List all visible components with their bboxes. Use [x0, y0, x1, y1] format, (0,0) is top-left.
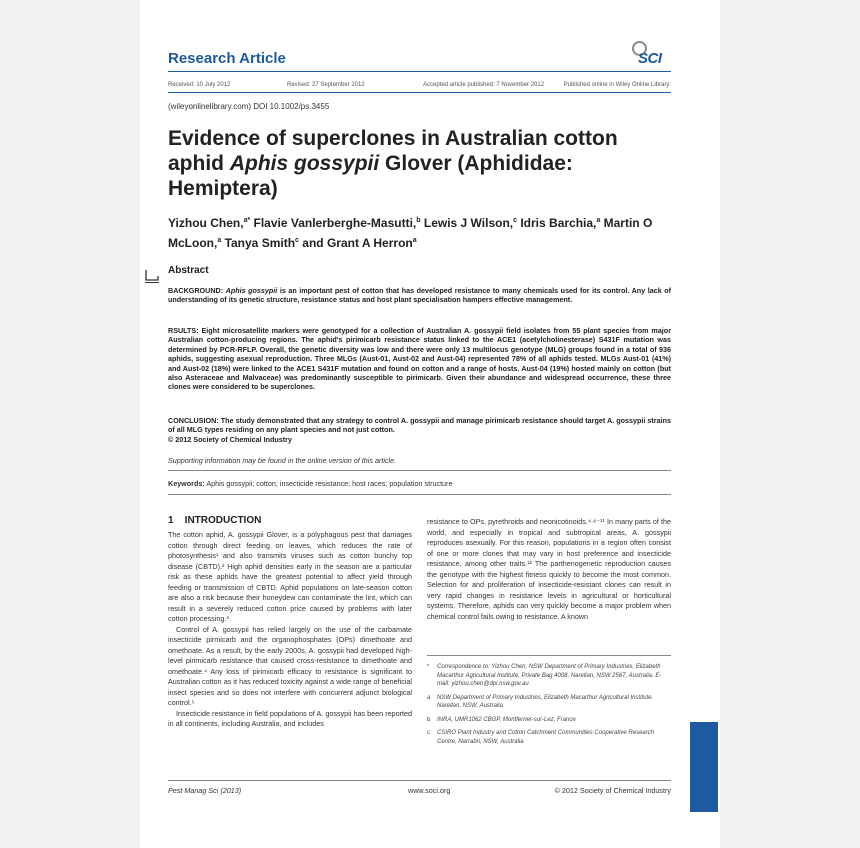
- footer-copyright: © 2012 Society of Chemical Industry: [554, 786, 671, 795]
- author-affiliation-mark: b: [416, 217, 421, 224]
- article-page: [140, 0, 720, 848]
- footer-rule: [168, 780, 671, 781]
- published-date: Published online in Wiley Online Library:: [563, 82, 671, 88]
- footnote: [427, 716, 671, 725]
- abstract-results: RSULTS: Eight microsatellite markers were genotyped for a collection of Australian A. gossypii field isolates from 55 plant species from major Australian cotton-producing regions. The aphid's pirimicarb resistance status linked to the ACE1 (acetylcholinesterase) S431F mutation was determined by PCR-RFLP. Overall, the genetic diversity was low and there were only 13 multilocus genotype (MLG) groups found in a total of 936 aphids, suggesting asexual reproduction. Three MLGs (Aust-01, Aust-02 and Aust-04) represented 78% of all aphids tested. MLGs Aust-01 (41%) and Aust-02 (18%) were linked to the ACE1 S431F mutation and found on cotton and a range of hosts. Aust-04 (19%) hosted mainly on cotton (but also Asteraceae and Malvaceae) was predominantly susceptible to pirimicarb. Given their abundance and widespread occurrence, these three clones were considered to be superclones.: [168, 326, 671, 392]
- author-affiliation-mark: c: [513, 217, 518, 224]
- side-tab: [690, 722, 718, 812]
- author-affiliation-mark: a: [217, 237, 222, 244]
- abstract-background: BACKGROUND: Aphis gossypii is an important pest of cotton that has developed resistance to many chemicals used for its control. Any lack of understanding of its genetic structure, resistance status and host plant specialisation hampers effective management.: [168, 286, 672, 305]
- abstract-copyright: © 2012 Society of Chemical Industry: [168, 434, 292, 444]
- header-rule: [168, 71, 671, 72]
- intro-paragraph: resistance to OPs, pyrethroids and neonicotinoids.⁴·⁶⁻¹¹ In many parts of the world, and especially in tropical and subtropical areas, A. gossypii reproduces asexually. For this reason, populations in a region often consist of one or more clones that may vary in host preference and insecticide resistance, among other traits.¹² The parthenogenetic reproduction causes the genotype with the highest fitness quickly to become the most common. Selection for and proliferation of insecticide-resistant clones can result in very rapid changes in resistance levels in agricultural or horticultural systems. Therefore, aphids can very quickly become a major problem when chemical control fails owing to resistance. A known: [427, 517, 671, 621]
- author-affiliation-mark: a: [596, 217, 601, 224]
- author-name: and Grant A Herron: [298, 236, 413, 250]
- footnote-text: CSIRO Plant Industry and Cotton Catchment Communities Cooperative Research Centre, Narrabri, NSW, Australia: [437, 730, 655, 745]
- author-list: [168, 212, 658, 252]
- journal-url[interactable]: www.soci.org: [408, 786, 451, 795]
- sci-logo: [630, 40, 672, 68]
- supporting-info-note: Supporting information may be found in the online version of this article.: [168, 456, 397, 465]
- footnote: [427, 663, 671, 689]
- footnote: [427, 694, 671, 711]
- footnote-mark: b: [427, 716, 431, 723]
- footnote-mark: c: [427, 730, 430, 736]
- keywords: Keywords: Aphis gossypii; cotton; insecticide resistance; host races; population structure: [168, 479, 453, 488]
- footnote-text: INRA, UMR1062 CBGP, Montferrier-sur-Lez, France: [437, 716, 576, 723]
- accepted-date: Accepted article published: 7 November 2012: [423, 82, 545, 88]
- footnote-text: Correspondence to: Yizhou Chen, NSW Department of Primary Industries, Elizabeth Macarthur Agricultural Institute, Private Bag 4008, Narellan, NSW 2567, Australia. E-mail: yizhou.chen@dpi.nsw.gov.au: [437, 664, 662, 687]
- intro-left-column: [168, 530, 412, 730]
- footnote-rule: [427, 655, 671, 656]
- introduction-heading: 1 INTRODUCTION: [168, 515, 262, 526]
- article-title: Evidence of superclones in Australian cotton aphid Aphis gossypii Glover (Aphididae: Hemiptera): [168, 127, 618, 200]
- abstract-conclusion: CONCLUSION: The study demonstrated that any strategy to control A. gossypii and manage pirimicarb resistance should target A. gossypii strains of all MLG types residing on any plant species and not just cotton. © 2012 Society of Chemical Industry: [168, 416, 671, 444]
- author-name: Lewis J Wilson,: [420, 216, 514, 230]
- date-rule: [168, 92, 671, 93]
- author-name: Idris Barchia,: [517, 216, 597, 230]
- logo-text: SCI: [638, 50, 662, 67]
- author-affiliation-mark: a*: [243, 217, 251, 224]
- author-affiliation-mark: c: [295, 237, 299, 244]
- author-name: Tanya Smith: [221, 236, 296, 250]
- received-date: Received: 10 July 2012: [168, 82, 231, 88]
- author-affiliation-mark: a: [412, 237, 417, 244]
- footnote: [427, 729, 671, 746]
- abstract-icon: [144, 268, 160, 284]
- keywords-rule-bottom: [168, 494, 671, 495]
- intro-paragraph: Control of A. gossypii has relied largely on the use of the carbamate insecticide pirmicarb and the organophosphates (OPs) dimethoate and omethoate. As a result, by the early 2000s, A. gossypii had developed high-level pirimicarb resistance that caused cross-resistance to dimethoate and omethoate.⁴ Any loss of pirimicarb efficacy to resistance is significant to Australian cotton as it has reduced toxicity against a wide range of beneficial insect species and so does not interfere with concurrent adjunct biological control.⁵: [168, 624, 412, 707]
- footnote-mark: *: [427, 664, 430, 670]
- abstract-heading: Abstract: [168, 265, 209, 276]
- journal-citation: Pest Manag Sci (2013): [168, 786, 242, 795]
- footnote-text: NSW Department of Primary Industries, Elizabeth Macarthur Agricultural Institute, Narellan, NSW, Australia: [437, 694, 654, 709]
- footnotes: [427, 663, 671, 751]
- intro-right-column: [427, 517, 671, 622]
- footnote-mark: a: [427, 694, 431, 701]
- keywords-rule-top: [168, 470, 671, 471]
- author-name: Yizhou Chen,: [168, 216, 244, 230]
- doi-line[interactable]: (wileyonlinelibrary.com) DOI 10.1002/ps.3455: [168, 102, 330, 111]
- intro-paragraph: Insecticide resistance in field populations of A. gossypii has been reported in all continents, including Australia, and includes: [168, 708, 412, 728]
- author-name: Martin O McLoon,: [168, 216, 653, 250]
- revised-date: Revised: 27 September 2012: [287, 82, 365, 88]
- intro-paragraph: The cotton aphid, A. gossypii Glover, is a polyphagous pest that damages cotton through direct feeding on leaves, which reduces the rate of photosynthesis¹ and also transmits viruses such as cotton bunchy top disease (CBTD).² High aphid densities early in the season are a particular risk as these aphids have the greatest potential to affect yield through feeding or transmission of CBTD. Aphid populations on late-season cotton are also a risk because their honeydew can contaminate the lint, which can result in a severely reduced cotton price caused by problems with later cotton processing.³: [168, 530, 412, 623]
- section-label: Research Article: [168, 50, 286, 67]
- author-name: Flavie Vanlerberghe-Masutti,: [250, 216, 417, 230]
